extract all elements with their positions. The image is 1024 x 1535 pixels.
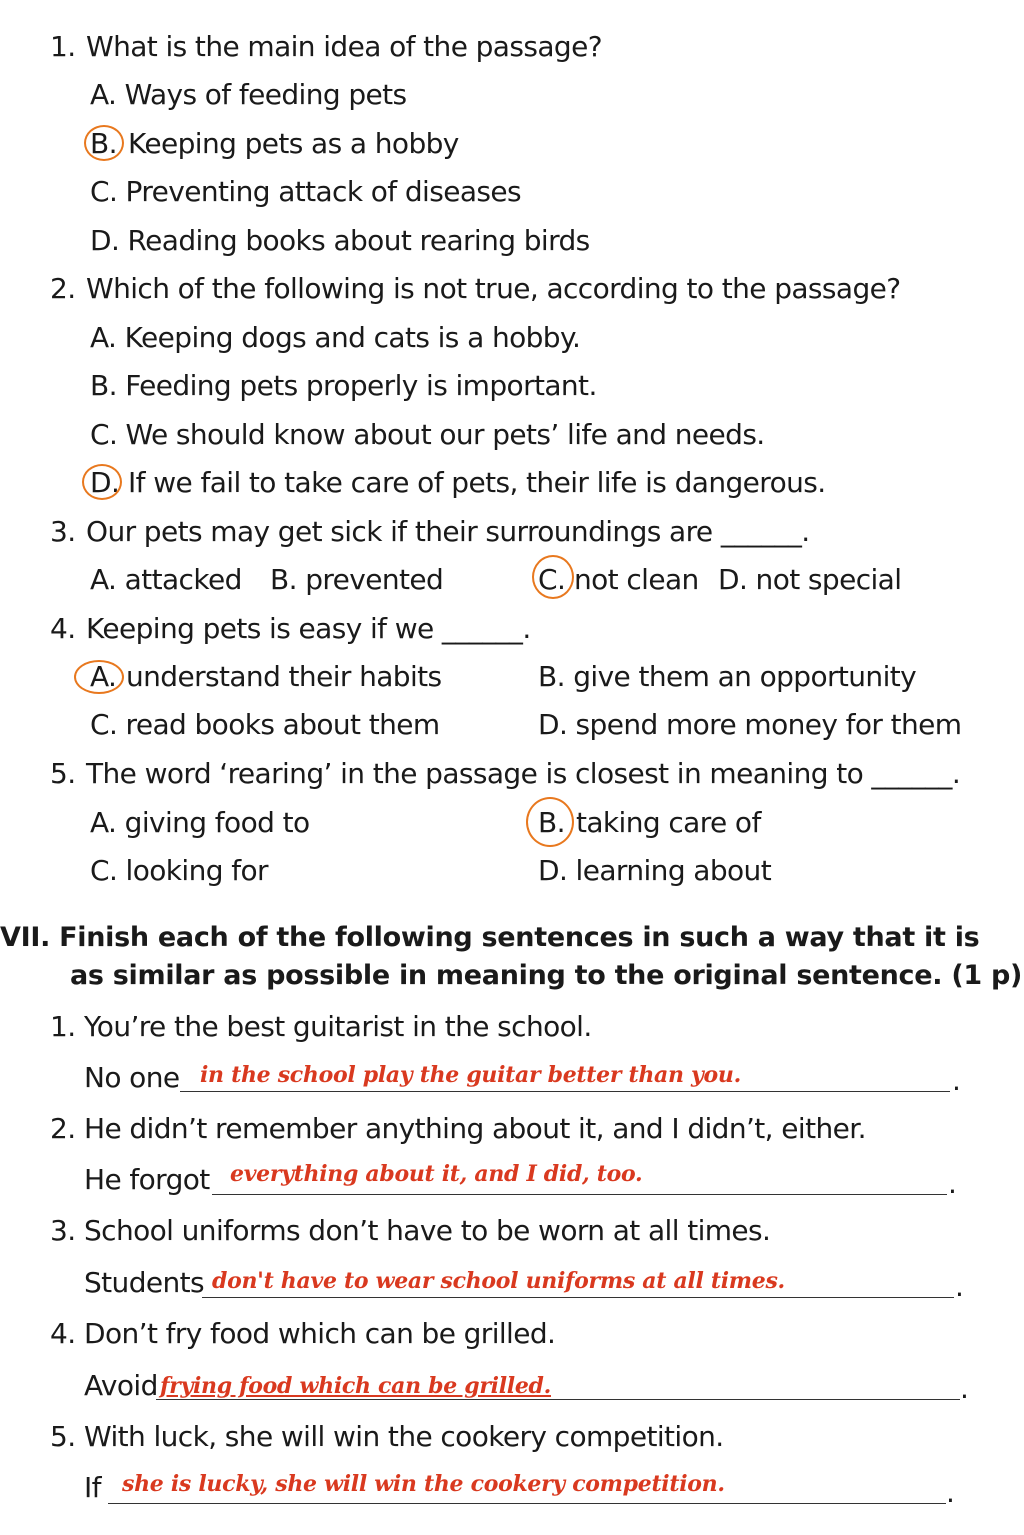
answer-circle-mark: [84, 125, 124, 161]
answer-blank-line: [202, 1297, 954, 1298]
question-4-text: Keeping pets is easy if we ______.: [86, 612, 531, 645]
rewrite-3-original: School uniforms don’t have to be worn at all times.: [84, 1214, 771, 1247]
q5-option-d: D. learning about: [538, 854, 772, 887]
period: .: [952, 1064, 961, 1097]
q2-option-a: A. Keeping dogs and cats is a hobby.: [90, 321, 581, 354]
q5-option-c: C. looking for: [90, 854, 268, 887]
q4-option-a-letter: A.: [90, 660, 117, 693]
q1-option-d: D. Reading books about rearing birds: [90, 224, 590, 257]
q5-option-b-letter: B.: [538, 806, 565, 839]
answer-circle-mark: [82, 464, 122, 500]
q3-option-a: A. attacked: [90, 563, 242, 596]
period: .: [955, 1270, 964, 1303]
rewrite-3-answer: don't have to wear school uniforms at all times.: [212, 1268, 785, 1294]
q3-option-b: B. prevented: [270, 563, 444, 596]
q3-option-c-text: not clean: [574, 563, 699, 596]
section-title-line1: VII. Finish each of the following sentences in such a way that it is: [0, 922, 980, 953]
answer-blank-line: [180, 1091, 950, 1092]
rewrite-2-start: He forgot: [84, 1163, 210, 1196]
period: .: [948, 1167, 957, 1200]
rewrite-4-start: Avoid: [84, 1369, 158, 1402]
rewrite-3-start: Students: [84, 1266, 205, 1299]
q2-option-d-letter: D.: [90, 466, 120, 499]
rewrite-4-number: 4.: [50, 1317, 76, 1350]
q1-option-b-text: Keeping pets as a hobby: [128, 127, 459, 160]
rewrite-2-number: 2.: [50, 1112, 76, 1145]
rewrite-1-original: You’re the best guitarist in the school.: [84, 1010, 592, 1043]
q2-option-c: C. We should know about our pets’ life and needs.: [90, 418, 765, 451]
rewrite-5-answer: she is lucky, she will win the cookery competition.: [122, 1471, 725, 1497]
period: .: [946, 1476, 955, 1509]
rewrite-5-original: With luck, she will win the cookery competition.: [84, 1420, 724, 1453]
rewrite-2-original: He didn’t remember anything about it, and I didn’t, either.: [84, 1112, 866, 1145]
answer-circle-mark: [532, 555, 574, 599]
q4-option-a-text: understand their habits: [126, 660, 442, 693]
answer-circle-mark: [74, 660, 124, 694]
question-5-text: The word ‘rearing’ in the passage is closest in meaning to ______.: [86, 757, 961, 790]
answer-blank-line: [212, 1194, 947, 1195]
rewrite-5-number: 5.: [50, 1420, 76, 1453]
q5-option-a: A. giving food to: [90, 806, 310, 839]
rewrite-4-answer: frying food which can be grilled.: [160, 1373, 551, 1399]
question-2-text: Which of the following is not true, according to the passage?: [86, 272, 901, 305]
q3-option-d: D. not special: [718, 563, 902, 596]
q3-option-c-letter: C.: [538, 563, 566, 596]
rewrite-5-start: If: [84, 1471, 101, 1504]
question-3-text: Our pets may get sick if their surroundings are ______.: [86, 515, 810, 548]
q2-option-b: B. Feeding pets properly is important.: [90, 369, 597, 402]
q1-option-b-letter: B.: [90, 127, 117, 160]
question-3-number: 3.: [50, 515, 76, 548]
q1-option-a: A. Ways of feeding pets: [90, 78, 407, 111]
q5-option-b-text: taking care of: [576, 806, 761, 839]
q4-option-c: C. read books about them: [90, 708, 440, 741]
answer-blank-line: [108, 1503, 946, 1504]
q1-option-c: C. Preventing attack of diseases: [90, 175, 521, 208]
rewrite-1-number: 1.: [50, 1010, 76, 1043]
question-2-number: 2.: [50, 272, 76, 305]
rewrite-2-answer: everything about it, and I did, too.: [230, 1161, 643, 1187]
question-1-text: What is the main idea of the passage?: [86, 30, 602, 63]
q2-option-d-text: If we fail to take care of pets, their life is dangerous.: [128, 466, 826, 499]
rewrite-4-original: Don’t fry food which can be grilled.: [84, 1317, 556, 1350]
answer-circle-mark: [526, 797, 574, 847]
q4-option-d: D. spend more money for them: [538, 708, 962, 741]
q4-option-b: B. give them an opportunity: [538, 660, 917, 693]
section-title-line2: as similar as possible in meaning to the original sentence. (1 p): [70, 960, 1023, 991]
question-4-number: 4.: [50, 612, 76, 645]
question-5-number: 5.: [50, 757, 76, 790]
rewrite-1-start: No one: [84, 1061, 180, 1094]
question-1-number: 1.: [50, 30, 76, 63]
period: .: [960, 1372, 969, 1405]
rewrite-1-answer: in the school play the guitar better than you.: [200, 1062, 741, 1088]
rewrite-3-number: 3.: [50, 1214, 76, 1247]
